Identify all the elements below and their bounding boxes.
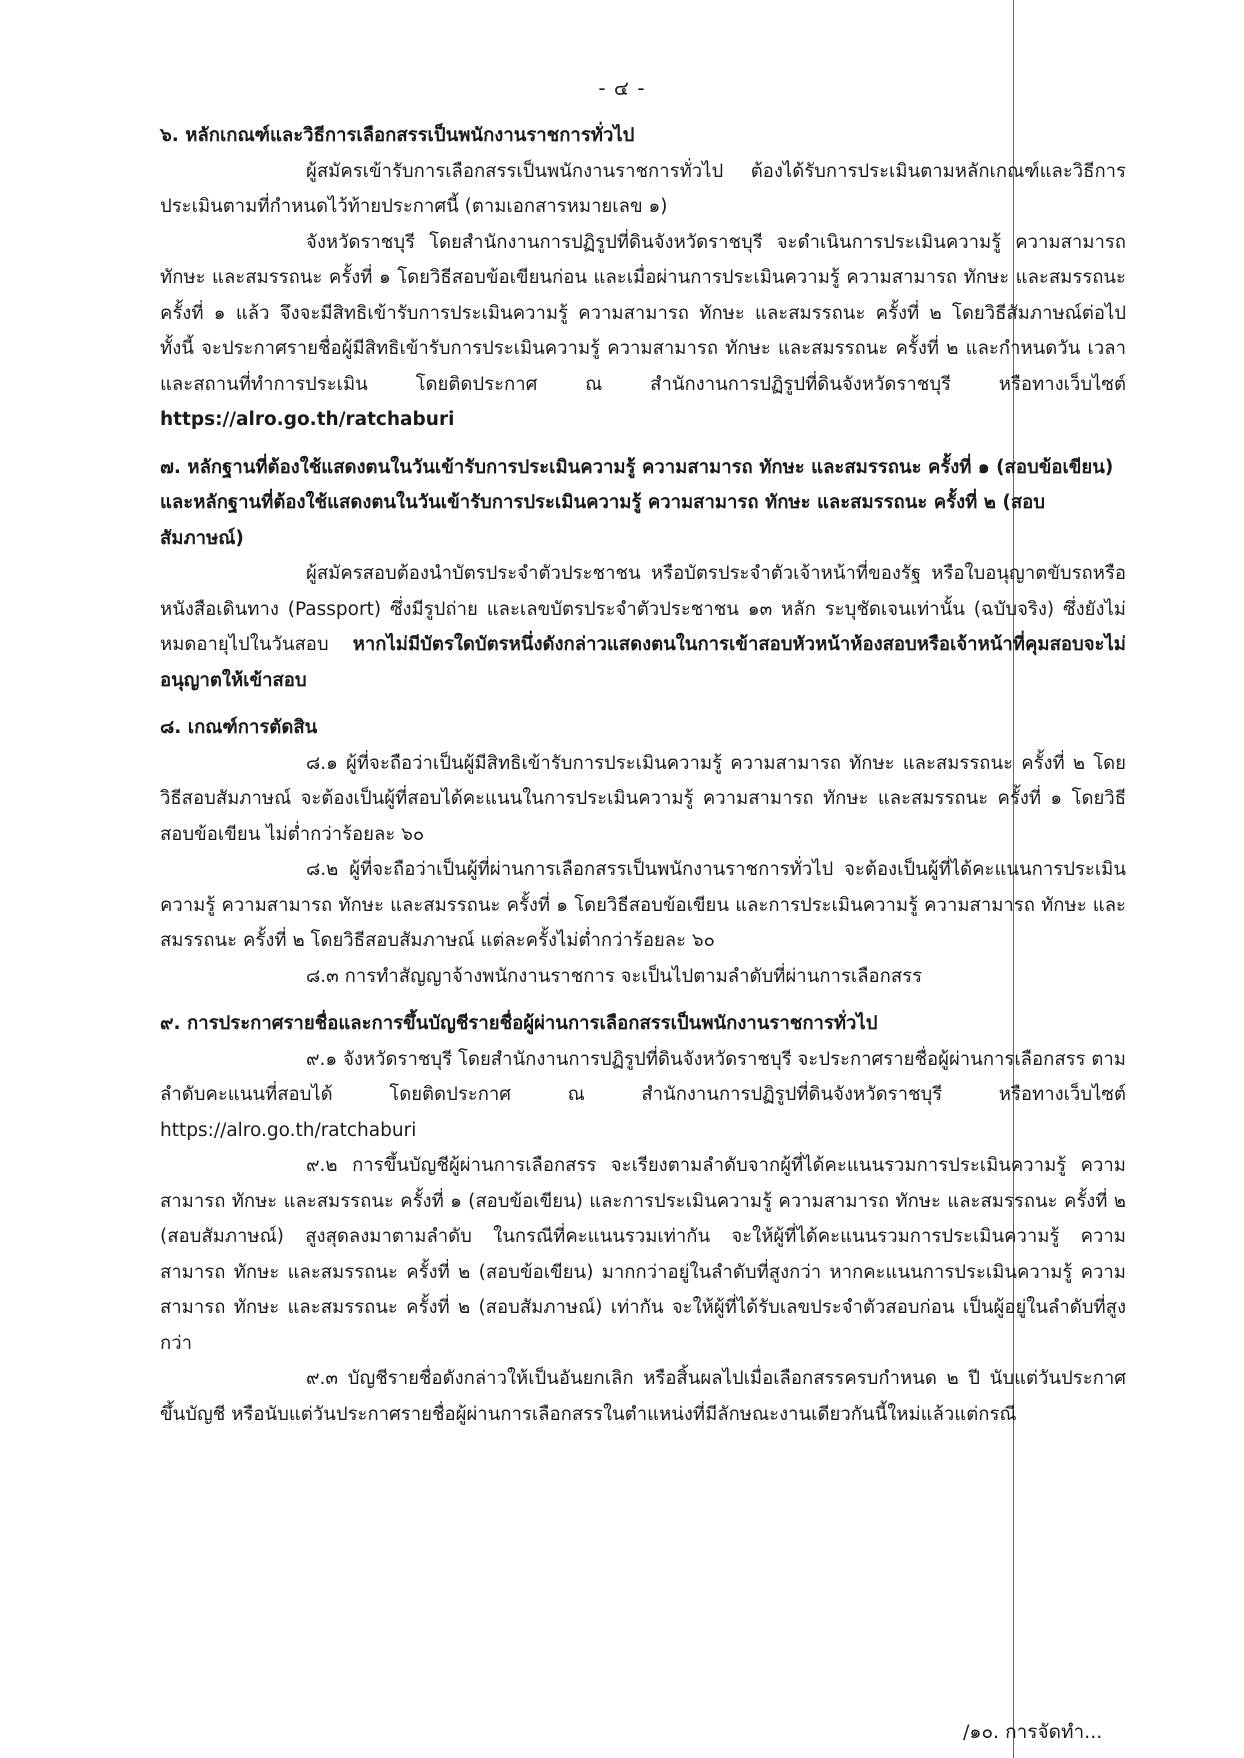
section-8-2: ๘.๒ ผู้ที่จะถือว่าเป็นผู้ที่ผ่านการเลือกสรรเป็นพนักงานราชการทั่วไป จะต้องเป็นผู้ที่ได้คะแนนการประเมินความรู้ ความสามารถ ทักษะ และสมรรถนะ ครั้งที่ ๑ โดยวิธีสอบข้อเขียน และการประเมินความรู้ ความสามารถ ทักษะ และสมรรถนะ ครั้งที่ ๒ โดยวิธีสอบสัมภาษณ์ แต่ละครั้งไม่ต่ำกว่าร้อยละ ๖๐ — [160, 859, 1126, 951]
section-8-title: ๘. เกณฑ์การตัดสิน — [160, 717, 318, 738]
section-9-3: ๙.๓ บัญชีรายชื่อดังกล่าวให้เป็นอันยกเลิก หรือสิ้นผลไปเมื่อเลือกสรรครบกำหนด ๒ ปี นับแต่วันประกาศขึ้นบัญชี หรือนับแต่วันประกาศรายชื่อผู้ผ่านการเลือกสรรในตำแหน่งที่มีลักษณะงานเดียวกันนี้ใหม่แล้วแต่กรณี — [160, 1368, 1126, 1425]
section-8-1: ๘.๑ ผู้ที่จะถือว่าเป็นผู้มีสิทธิเข้ารับการประเมินความรู้ ความสามารถ ทักษะ และสมรรถนะ ครั้งที่ ๒ โดยวิธีสอบสัมภาษณ์ จะต้องเป็นผู้ที่สอบได้คะแนนในการประเมินความรู้ ความสามารถ ทักษะ และสมรรถนะ ครั้งที่ ๑ โดยวิธีสอบข้อเขียน ไม่ต่ำกว่าร้อยละ ๖๐ — [160, 752, 1126, 845]
section-6-url[interactable]: https://alro.go.th/ratchaburi — [160, 409, 455, 430]
next-page-footer: /๑๐. การจัดทำ... — [963, 1721, 1103, 1743]
section-7-warning: หากไม่มีบัตรใดบัตรหนึ่งดังกล่าวแสดงตนในการเข้าสอบหัวหน้าห้องสอบหรือเจ้าหน้าที่คุมสอบจะไม่อนุญาตให้เข้าสอบ — [160, 634, 1126, 691]
section-6-paragraph-1: ผู้สมัครเข้ารับการเลือกสรรเป็นพนักงานราชการทั่วไป ต้องได้รับการประเมินตามหลักเกณฑ์และวิธีการประเมินตามที่กำหนดไว้ท้ายประกาศนี้ (ตามเอกสารหมายเลข ๑) — [160, 160, 1126, 217]
section-6-paragraph-2-text: จังหวัดราชบุรี โดยสำนักงานการปฏิรูปที่ดินจังหวัดราชบุรี จะดำเนินการประเมินความรู้ ความสามารถ ทักษะ และสมรรถนะ ครั้งที่ ๑ โดยวิธีสอบข้อเขียนก่อน และเมื่อผ่านการประเมินความรู้ ความสามารถ ทักษะ และสมรรถนะ ครั้งที่ ๑ แล้ว จึงจะมีสิทธิเข้ารับการประเมินความรู้ ความสามารถ ทักษะ และสมรรถนะ ครั้งที่ ๒ โดยวิธีสัมภาษณ์ต่อไป ทั้งนี้ จะประกาศรายชื่อผู้มีสิทธิเข้ารับการประเมินความรู้ ความสามารถ ทักษะ และสมรรถนะ ครั้งที่ ๒ และกำหนดวัน เวลา และสถานที่ทำการประเมิน โดยติดประกาศ ณ สำนักงานการปฏิรูปที่ดินจังหวัดราชบุรี หรือทางเว็บไซต์ — [160, 231, 1126, 395]
section-9-1: ๙.๑ จังหวัดราชบุรี โดยสำนักงานการปฏิรูปที่ดินจังหวัดราชบุรี จะประกาศรายชื่อผู้ผ่านการเลือกสรร ตามลำดับคะแนนที่สอบได้ โดยติดประกาศ ณ สำนักงานการปฏิรูปที่ดินจังหวัดราชบุรี หรือทางเว็บไซต์ https://alro.go.th/ratchaburi — [160, 1048, 1126, 1141]
section-7-paragraph-1 — [160, 556, 1126, 698]
section-6-title: ๖. หลักเกณฑ์และวิธีการเลือกสรรเป็นพนักงานราชการทั่วไป — [160, 125, 635, 146]
document-body — [160, 118, 1126, 1432]
page-number: - ๔ - — [598, 76, 646, 100]
section-8-3: ๘.๓ การทำสัญญาจ้างพนักงานราชการ จะเป็นไปตามลำดับที่ผ่านการเลือกสรร — [306, 965, 923, 987]
section-6-paragraph-2 — [160, 225, 1126, 438]
section-9-title: ๙. การประกาศรายชื่อและการขึ้นบัญชีรายชื่อผู้ผ่านการเลือกสรรเป็นพนักงานราชการทั่วไป — [160, 1013, 878, 1034]
section-7-paragraph-text: ผู้สมัครสอบต้องนำบัตรประจำตัวประชาชน หรือบัตรประจำตัวเจ้าหน้าที่ของรัฐ หรือใบอนุญาตขับรถหรือหนังสือเดินทาง (Passport) ซึ่งมีรูปถ่าย และเลขบัตรประจำตัวประชาชน ๑๓ หลัก ระบุชัดเจนเท่านั้น (ฉบับจริง) ซึ่งยังไม่หมดอายุไปในวันสอบ — [160, 563, 1126, 655]
section-9-2: ๙.๒ การขึ้นบัญชีผู้ผ่านการเลือกสรร จะเรียงตามลำดับจากผู้ที่ได้คะแนนรวมการประเมินความรู้ ความสามารถ ทักษะ และสมรรถนะ ครั้งที่ ๑ (สอบข้อเขียน) และการประเมินความรู้ ความสามารถ ทักษะ และสมรรถนะ ครั้งที่ ๒ (สอบสัมภาษณ์) สูงสุดลงมาตามลำดับ ในกรณีที่คะแนนรวมเท่ากัน จะให้ผู้ที่ได้คะแนนรวมการประเมินความรู้ ความสามารถ ทักษะ และสมรรถนะ ครั้งที่ ๒ (สอบข้อเขียน) มากกว่าอยู่ในลำดับที่สูงกว่า หากคะแนนการประเมินความรู้ ความสามารถ ทักษะ และสมรรถนะ ครั้งที่ ๒ (สอบสัมภาษณ์) เท่ากัน จะให้ผู้ที่ได้รับเลขประจำตัวสอบก่อน เป็นผู้อยู่ในลำดับที่สูงกว่า — [160, 1155, 1126, 1354]
section-7-title: ๗. หลักฐานที่ต้องใช้แสดงตนในวันเข้ารับการประเมินความรู้ ความสามารถ ทักษะ และสมรรถนะ ครั้งที่ ๑ (สอบข้อเขียน) และหลักฐานที่ต้องใช้แสดงตนในวันเข้ารับการประเมินความรู้ ความสามารถ ทักษะ และสมรรถนะ ครั้งที่ ๒ (สอบสัมภาษณ์) — [160, 456, 1114, 549]
